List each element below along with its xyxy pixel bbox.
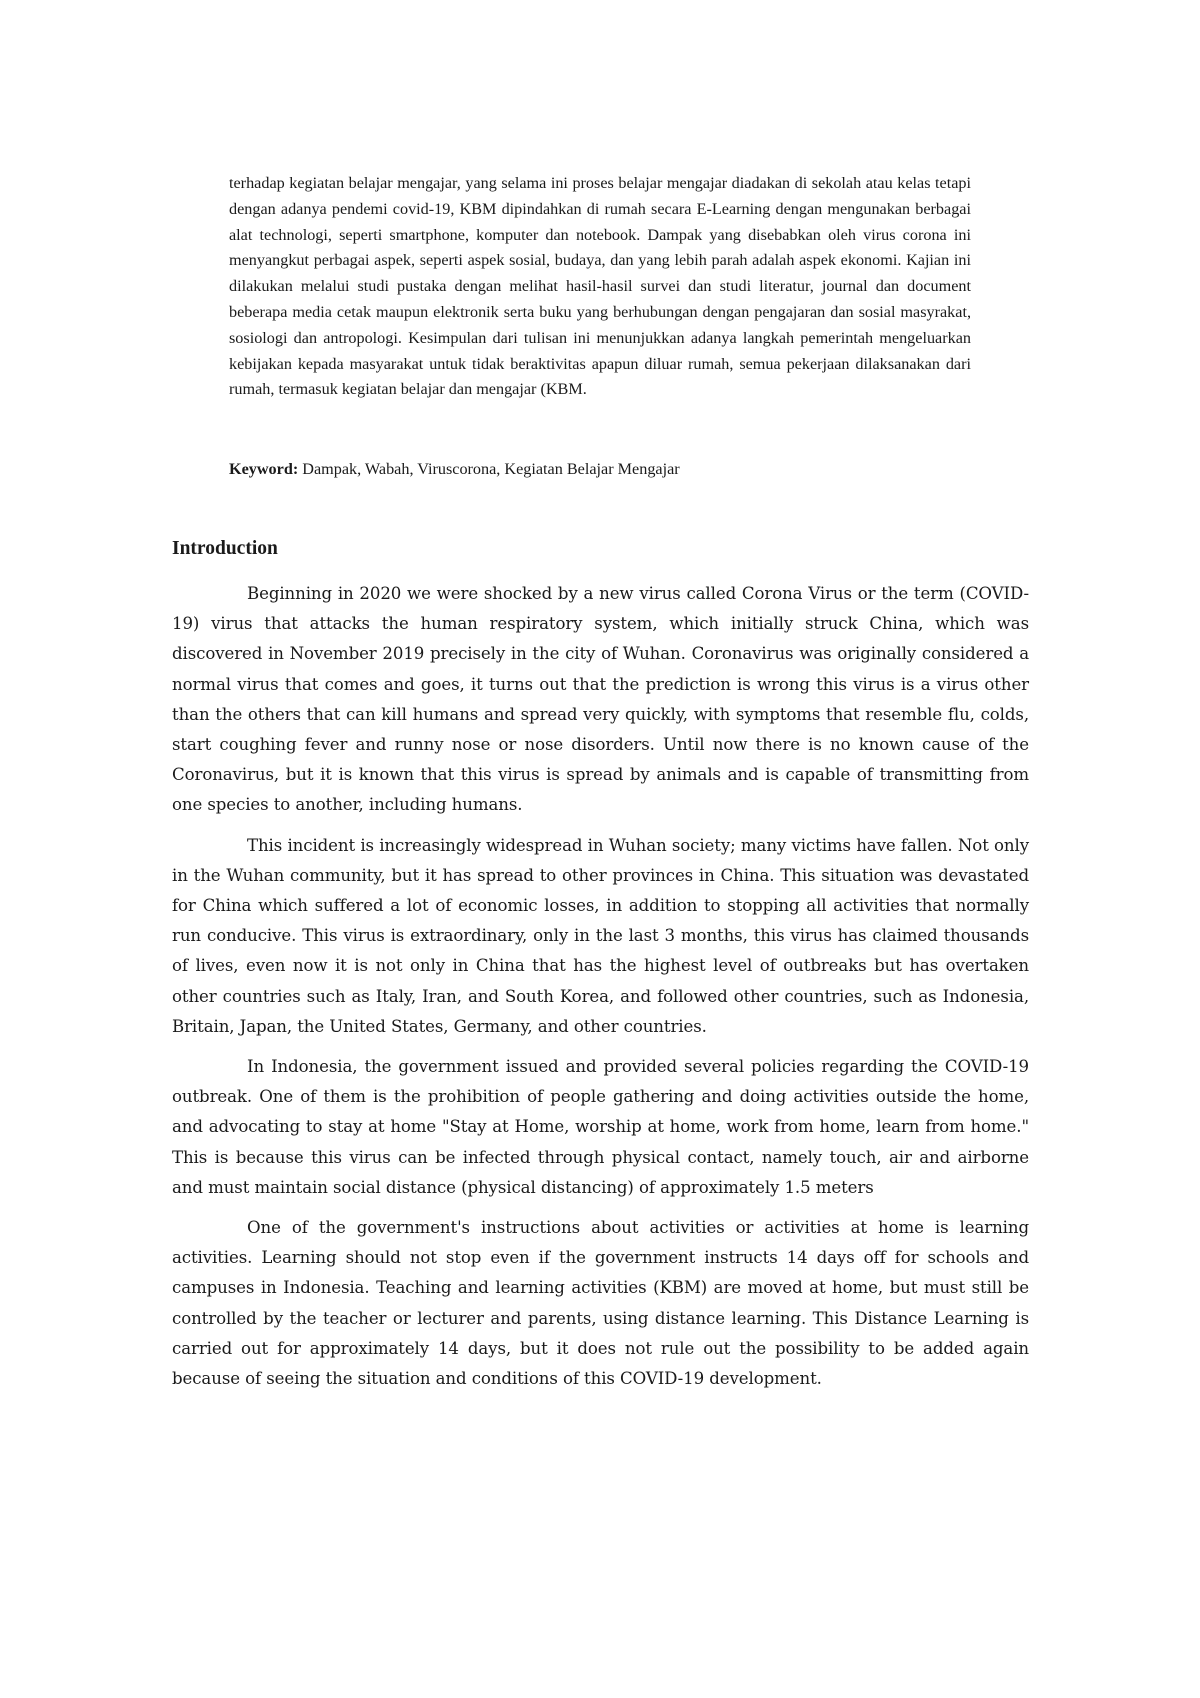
introduction-paragraph-3: In Indonesia, the government issued and provided several policies regarding the COVID-19 outbreak. One of them is the prohibition of people gathering and doing activities outside the home, and advocating to stay at home "Stay at Home, worship at home, work from home, learn from home." This is because this virus can be infected through physical contact, namely touch, air and airborne and must maintain social distance (physical distancing) of approximately 1.5 meters bbox=[172, 1057, 1029, 1197]
abstract-paragraph: terhadap kegiatan belajar mengajar, yang selama ini proses belajar mengajar diadakan di sekolah atau kelas tetapi dengan adanya pendemi covid-19, KBM dipindahkan di rumah secara E-Learning dengan mengunakan berbagai alat technologi, seperti smartphone, komputer dan notebook. Dampak yang disebabkan oleh virus corona ini menyangkut perbagai aspek, seperti aspek sosial, budaya, dan yang lebih parah adalah aspek ekonomi. Kajian ini dilakukan melalui studi pustaka dengan melihat hasil-hasil survei dan studi literatur, journal dan document beberapa media cetak maupun elektronik serta buku yang berhubungan dengan pengajaran dan sosial masyrakat, sosiologi dan antropologi. Kesimpulan dari tulisan ini menunjukkan adanya langkah pemerintah mengeluarkan kebijakan kepada masyarakat untuk tidak beraktivitas apapun diluar rumah, semua pekerjaan dilaksanakan dari rumah, termasuk kegiatan belajar dan mengajar (KBM. bbox=[229, 174, 971, 399]
abstract-block bbox=[229, 171, 971, 403]
keyword-list: Dampak, Wabah, Viruscorona, Kegiatan Belajar Mengajar bbox=[298, 460, 680, 478]
keyword-label: Keyword: bbox=[229, 460, 299, 478]
introduction-paragraph-2: This incident is increasingly widespread in Wuhan society; many victims have fallen. Not only in the Wuhan community, but it has spread to other provinces in China. This situation was devastated for China which suffered a lot of economic losses, in addition to stopping all activities that normally run conducive. This virus is extraordinary, only in the last 3 months, this virus has claimed thousands of lives, even now it is not only in China that has the highest level of outbreaks but has overtaken other countries such as Italy, Iran, and South Korea, and followed other countries, such as Indonesia, Britain, Japan, the United States, Germany, and other countries. bbox=[172, 835, 1029, 1036]
introduction-heading: Introduction bbox=[172, 538, 278, 559]
introduction-paragraph-1: Beginning in 2020 we were shocked by a new virus called Corona Virus or the term (COVID-19) virus that attacks the human respiratory system, which initially struck China, which was discovered in November 2019 precisely in the city of Wuhan. Coronavirus was originally considered a normal virus that comes and goes, it turns out that the prediction is wrong this virus is a virus other than the others that can kill humans and spread very quickly, with symptoms that resemble flu, colds, start coughing fever and runny nose or nose disorders. Until now there is no known cause of the Coronavirus, but it is known that this virus is spread by animals and is capable of transmitting from one species to another, including humans. bbox=[172, 584, 1029, 815]
keywords-line bbox=[229, 457, 971, 481]
introduction-paragraph-4: One of the government's instructions about activities or activities at home is learning activities. Learning should not stop even if the government instructs 14 days off for schools and campuses in Indonesia. Teaching and learning activities (KBM) are moved at home, but must still be controlled by the teacher or lecturer and parents, using distance learning. This Distance Learning is carried out for approximately 14 days, but it does not rule out the possibility to be added again because of seeing the situation and conditions of this COVID-19 development. bbox=[172, 1218, 1029, 1389]
introduction-body bbox=[172, 579, 1029, 1404]
